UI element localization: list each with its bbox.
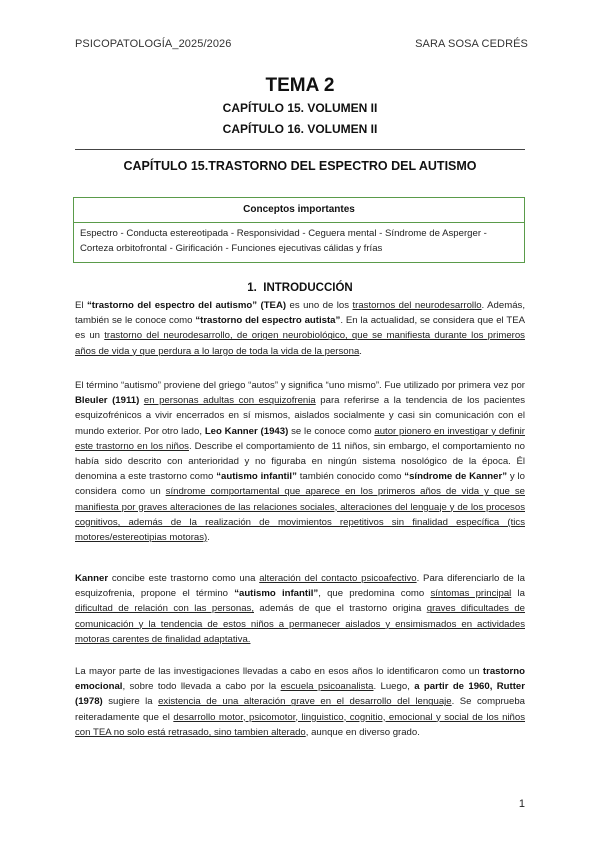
bold-term: “trastorno del espectro autista” xyxy=(195,315,341,327)
concepts-box xyxy=(73,197,525,263)
bold-term: trastorno emocional xyxy=(75,666,525,693)
text-run: El término “autismo” proviene del griego “autos” y significa “uno mismo”. Fue utilizado por primera vez por xyxy=(75,380,525,391)
underlined-text: trastorno del neurodesarrollo, de origen neurobiológico, que se manifiesta durante los primeros años de vida y que perdura a lo largo de toda la vida de la persona xyxy=(75,330,525,357)
underlined-text: autor pionero en investigar y definir este trastorno en los niños xyxy=(75,425,525,452)
subtitle-chapter-15: CAPÍTULO 15. VOLUMEN II xyxy=(222,101,378,115)
underlined-text: alteración del contacto psicoafectivo xyxy=(259,573,417,584)
text-run: sugiere la xyxy=(102,696,159,708)
paragraph-4 xyxy=(75,664,525,740)
bold-term: Bleuler (1911) xyxy=(75,395,140,407)
subtitle-chapter-16: CAPÍTULO 16. VOLUMEN II xyxy=(222,122,378,136)
text-run: , que predomina como xyxy=(318,588,431,600)
concepts-heading: Conceptos importantes xyxy=(74,198,524,223)
text-run: El xyxy=(75,300,87,311)
underlined-text: dificultad de relación con las personas, xyxy=(75,603,254,615)
document-title: TEMA 2 xyxy=(265,75,335,96)
bold-term: “autismo infantil” xyxy=(234,588,319,600)
text-run: . xyxy=(359,345,362,357)
bold-term: Leo Kanner (1943) xyxy=(204,425,289,437)
bold-term: “síndrome de Kanner” xyxy=(404,471,508,483)
text-run: además de que el trastorno origina xyxy=(254,603,427,615)
underlined-text: graves dificultades de comunicación y la tendencia de estos niños a permanecer aislados y ensimismados en actividades motoras carentes de finalidad adaptativa. xyxy=(75,603,525,645)
underlined-text: escuela psicoanalista xyxy=(280,681,374,693)
text-run: , sobre todo llevada a cabo por la xyxy=(122,681,281,693)
text-run: . Se comprueba reiteradamente que el xyxy=(75,696,525,723)
text-run: se le conoce como xyxy=(288,425,375,437)
text-run: . Luego, xyxy=(373,681,415,693)
horizontal-divider xyxy=(75,149,525,150)
text-run: y lo considera como un xyxy=(75,471,525,498)
bold-term: Kanner xyxy=(75,573,109,584)
paragraph-3 xyxy=(75,571,525,647)
text-run: . Para diferenciarlo de la esquizofrenia, propone el término xyxy=(75,573,525,600)
section-heading xyxy=(75,282,525,294)
paragraph-2 xyxy=(75,378,525,545)
header-course: PSICOPATOLOGÍA_2025/2026 xyxy=(75,38,232,50)
text-run: . xyxy=(207,532,210,544)
text-run: La mayor parte de las investigaciones llevadas a cabo en esos años lo identificaron como un xyxy=(75,666,483,677)
bold-term: a partir de 1960, Rutter (1978) xyxy=(75,681,525,708)
bold-term: “autismo infantil” xyxy=(216,471,297,483)
underlined-text: en personas adultas con esquizofrenia xyxy=(143,395,316,407)
section-title: INTRODUCCIÓN xyxy=(263,282,353,294)
section-number: 1. xyxy=(247,282,257,294)
text-run: es uno de los xyxy=(286,300,353,311)
text-run: . Describe el comportamiento de 11 niños, sin embargo, el comportamiento no había sido descrito con anterioridad y no figuraba en ningún sistema nosológico de la época. Él denomina a este trastorno como xyxy=(75,440,526,483)
text-run: para referirse a la tendencia de los pacientes esquizofrénicos a vivir encerrados en sí mismos, aislados socialmente y casi sin comunicación con el mundo exterior. Por otro lado, xyxy=(75,395,525,437)
header-author: SARA SOSA CEDRÉS xyxy=(415,38,528,50)
underlined-text: síndrome comportamental que aparece en los primeros años de vida y que se manifiesta por graves alteraciones de las relaciones sociales, alteraciones del lenguaje y de los procesos cognitivos, además de la realización de movimientos repetitivos sin finalidad específica (tics motores/estereotipias motoras) xyxy=(75,486,525,544)
text-run: . Además, también se le conoce como xyxy=(75,300,525,327)
underlined-text: síntomas principal xyxy=(430,588,512,600)
concepts-list: Espectro - Conducta estereotipada - Responsividad - Ceguera mental - Síndrome de Asperger - Corteza orbitofrontal - Girificación - Funciones ejecutivas cálidas y frías xyxy=(80,228,487,254)
underlined-text: desarrollo motor, psicomotor, linguistico, cognitio, emocional y social de los niños con TEA no solo está retrasado, sino tambien alterado xyxy=(75,711,526,738)
underlined-text: trastornos del neurodesarrollo xyxy=(352,300,482,311)
bold-term: “trastorno del espectro del autismo” (TEA) xyxy=(87,300,287,311)
text-run: la xyxy=(511,588,525,600)
text-run: , aunque en diverso grado. xyxy=(305,726,420,738)
text-run: concibe este trastorno como una xyxy=(108,573,260,584)
text-run: . En la actualidad, se considera que el TEA es un xyxy=(75,315,525,342)
page-number: 1 xyxy=(518,798,525,810)
paragraph-1 xyxy=(75,298,525,359)
underlined-text: existencia de una alteración grave en el desarrollo del lenguaje xyxy=(158,696,452,708)
text-run: también conocido como xyxy=(296,471,405,483)
chapter-title: CAPÍTULO 15.TRASTORNO DEL ESPECTRO DEL AUTISMO xyxy=(123,159,477,173)
